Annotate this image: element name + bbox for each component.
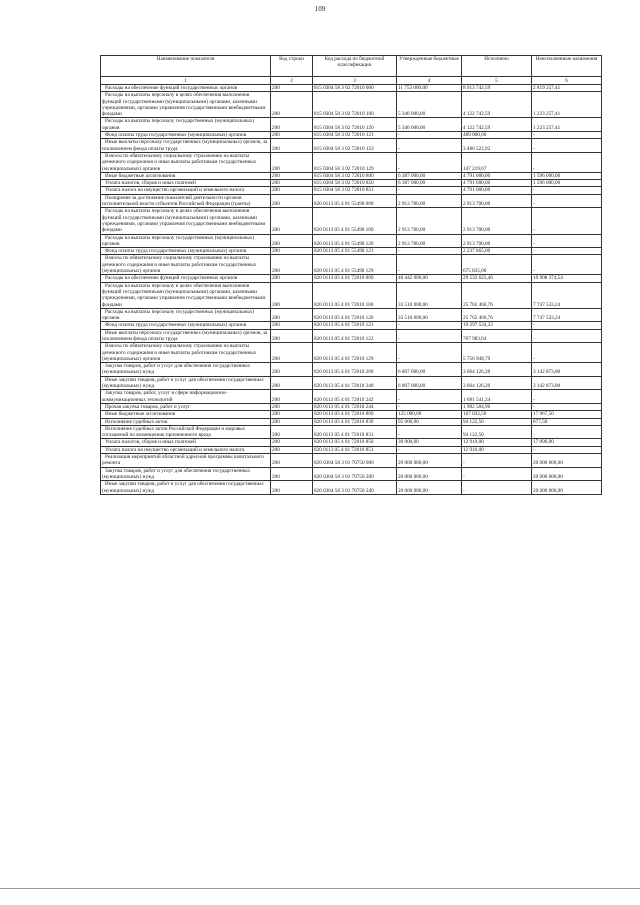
row-unexecuted-amount: - [532, 329, 602, 343]
row-indicator-name: Уплата налога на имущество организаций и земельного налога [101, 446, 271, 453]
row-executed-amount: - [462, 467, 532, 481]
row-indicator-name: Иные выплаты персоналу государственных (муниципальных) органов, за исключением фонда оплаты труда [101, 139, 271, 153]
table-row [101, 329, 602, 343]
row-approved-amount: - [397, 139, 462, 153]
table-row [101, 322, 602, 329]
row-unexecuted-amount: 1 223 257,41 [532, 92, 602, 118]
row-approved-amount: - [397, 248, 462, 255]
row-unexecuted-amount: 3 142 873,80 [532, 363, 602, 377]
row-line-code: 200 [271, 329, 313, 343]
row-indicator-name: Иные бюджетные ассигнования [101, 411, 271, 418]
row-approved-amount: 5 346 000,00 [397, 118, 462, 132]
table-row [101, 425, 602, 439]
table-header-row [101, 56, 602, 77]
row-line-code: 200 [271, 481, 313, 495]
row-line-code: 200 [271, 403, 313, 410]
table-row [101, 343, 602, 363]
row-approved-amount: - [397, 343, 462, 363]
row-expense-code: 820 0113 05 4 01 72010 120 [313, 308, 397, 322]
row-approved-amount: 6 807 000,00 [397, 363, 462, 377]
row-expense-code: 820 0113 05 4 01 55490 129 [313, 255, 397, 275]
table-row [101, 208, 602, 234]
row-expense-code: 820 0113 05 4 01 72010 800 [313, 411, 397, 418]
row-expense-code: 820 0113 05 4 01 72010 242 [313, 390, 397, 404]
table-row [101, 481, 602, 495]
row-unexecuted-amount: - [532, 139, 602, 153]
row-line-code: 200 [271, 376, 313, 390]
row-approved-amount: - [397, 187, 462, 194]
row-approved-amount: - [397, 329, 462, 343]
row-approved-amount: - [397, 152, 462, 172]
row-expense-code: 820 0113 05 4 01 72010 240 [313, 376, 397, 390]
row-approved-amount: 20 000 000,00 [397, 481, 462, 495]
row-approved-amount: 6 807 000,00 [397, 376, 462, 390]
row-indicator-name: Иные закупки товаров, работ и услуг для обеспечения государственных (муниципальных) нужд [101, 376, 271, 390]
table-row [101, 282, 602, 308]
row-line-code: 200 [271, 194, 313, 208]
row-unexecuted-amount: - [532, 322, 602, 329]
row-approved-amount: 20 000 000,00 [397, 467, 462, 481]
row-approved-amount: - [397, 425, 462, 439]
row-executed-amount: 5 756 948,79 [462, 343, 532, 363]
row-approved-amount: - [397, 132, 462, 139]
row-executed-amount: 107 032,50 [462, 411, 532, 418]
row-expense-code: 815 0304 58 3 02 72010 851 [313, 187, 397, 194]
row-approved-amount: 5 346 000,00 [397, 92, 462, 118]
row-expense-code: 820 0113 05 4 01 72010 830 [313, 418, 397, 425]
table-row [101, 172, 602, 179]
row-approved-amount: 125 000,00 [397, 411, 462, 418]
row-line-code: 200 [271, 343, 313, 363]
row-indicator-name: Исполнение судебных актов [101, 418, 271, 425]
row-approved-amount: - [397, 403, 462, 410]
row-executed-amount: 25 762 466,76 [462, 282, 532, 308]
column-number: 6 [532, 77, 602, 85]
row-approved-amount: 30 000,00 [397, 439, 462, 446]
row-unexecuted-amount: - [532, 152, 602, 172]
row-executed-amount: 29 533 625,46 [462, 275, 532, 282]
row-approved-amount: 2 913 700,00 [397, 208, 462, 234]
row-line-code: 200 [271, 118, 313, 132]
table-row [101, 187, 602, 194]
row-expense-code: 820 0113 05 4 01 72010 100 [313, 282, 397, 308]
row-expense-code: 820 0113 05 4 01 72010 244 [313, 403, 397, 410]
row-executed-amount: 2 913 700,00 [462, 234, 532, 248]
table-row [101, 132, 602, 139]
row-indicator-name: Расходы на выплаты персоналу государственных (муниципальных) органов [101, 118, 271, 132]
row-expense-code: 820 0113 05 4 01 72010 000 [313, 275, 397, 282]
column-number: 3 [313, 77, 397, 85]
row-line-code: 200 [271, 187, 313, 194]
row-executed-amount: 2 237 865,00 [462, 248, 532, 255]
row-indicator-name: Расходы на выплаты персоналу в целях обеспечения выполнения функций государственными (муниципальными) органами, казенными учреждениями, органами управления государственными внебюджетными фондами [101, 282, 271, 308]
row-unexecuted-amount: 1 223 257,41 [532, 118, 602, 132]
row-indicator-name: Поощрение за достижение показателей деятельности органов исполнительной власти субъектов Российской Федерации (гранты) [101, 194, 271, 208]
row-approved-amount: 2 913 700,00 [397, 234, 462, 248]
table-row [101, 255, 602, 275]
row-indicator-name: Иные закупки товаров, работ и услуг для обеспечения государственных (муниципальных) нужд [101, 481, 271, 495]
row-expense-code: 820 0113 05 4 01 55490 121 [313, 248, 397, 255]
row-unexecuted-amount: 1 596 000,00 [532, 180, 602, 187]
row-unexecuted-amount: 20 000 000,00 [532, 481, 602, 495]
row-unexecuted-amount: - [532, 194, 602, 208]
row-executed-amount: 4 122 742,59 [462, 118, 532, 132]
row-executed-amount: 4 122 742,59 [462, 92, 532, 118]
row-unexecuted-amount: 2 819 257,41 [532, 85, 602, 92]
column-number: 5 [462, 77, 532, 85]
row-indicator-name: Расходы на выплаты персоналу в целях обеспечения выполнения функций государственными (муниципальными) органами, казенными учреждениями, органами управления государственными внебюджетными фондами [101, 208, 271, 234]
row-line-code: 200 [271, 411, 313, 418]
row-unexecuted-amount: - [532, 425, 602, 439]
row-expense-code: 815 0304 58 3 02 72010 122 [313, 139, 397, 153]
row-expense-code: 820 0113 05 4 01 72010 200 [313, 363, 397, 377]
row-line-code: 200 [271, 439, 313, 446]
page-number: 109 [314, 5, 326, 13]
row-indicator-name: Закупка товаров, работ, услуг в сфере информационно-коммуникационных технологий [101, 390, 271, 404]
row-line-code: 200 [271, 172, 313, 179]
row-line-code: 200 [271, 418, 313, 425]
row-line-code: 200 [271, 282, 313, 308]
row-unexecuted-amount: 7 747 533,24 [532, 308, 602, 322]
row-unexecuted-amount: 20 000 000,00 [532, 467, 602, 481]
row-expense-code: 815 0304 58 3 02 72010 800 [313, 172, 397, 179]
row-expense-code: 820 0113 05 4 01 72010 129 [313, 343, 397, 363]
row-expense-code: 820 0113 05 4 01 72010 122 [313, 329, 397, 343]
row-approved-amount: 6 387 000,00 [397, 180, 462, 187]
column-number: 2 [271, 77, 313, 85]
page-bottom-rule [0, 888, 640, 889]
row-line-code: 200 [271, 322, 313, 329]
row-indicator-name: Расходы на обеспечение функций государственных органов [101, 85, 271, 92]
row-executed-amount: 3 664 126,20 [462, 376, 532, 390]
row-unexecuted-amount: 3 142 873,80 [532, 376, 602, 390]
row-unexecuted-amount: - [532, 403, 602, 410]
row-indicator-name: Расходы на выплаты персоналу государственных (муниципальных) органов [101, 234, 271, 248]
header-indicator-name: Наименование показателя [101, 56, 271, 77]
row-line-code: 200 [271, 390, 313, 404]
row-executed-amount: 94 122,50 [462, 418, 532, 425]
row-executed-amount: 1 982 584,96 [462, 403, 532, 410]
row-executed-amount: 2 913 700,00 [462, 194, 532, 208]
row-executed-amount: 12 910,00 [462, 439, 532, 446]
table-row [101, 439, 602, 446]
table-row [101, 363, 602, 377]
row-line-code: 200 [271, 425, 313, 439]
table-row [101, 248, 602, 255]
row-executed-amount: 4 791 000,00 [462, 180, 532, 187]
row-line-code: 200 [271, 152, 313, 172]
row-expense-code: 815 0304 58 3 02 72010 121 [313, 132, 397, 139]
column-number: 4 [397, 77, 462, 85]
row-unexecuted-amount: - [532, 248, 602, 255]
header-executed: Исполнено [462, 56, 532, 77]
row-approved-amount: 95 000,00 [397, 418, 462, 425]
row-unexecuted-amount: 20 000 000,00 [532, 454, 602, 468]
row-unexecuted-amount: - [532, 390, 602, 404]
row-executed-amount: 25 762 466,76 [462, 308, 532, 322]
row-approved-amount: - [397, 255, 462, 275]
row-approved-amount: - [397, 322, 462, 329]
row-approved-amount: 2 913 700,00 [397, 194, 462, 208]
table-row [101, 85, 602, 92]
table-row [101, 467, 602, 481]
row-expense-code: 820 0113 05 4 01 55490 120 [313, 234, 397, 248]
row-executed-amount: 12 910,00 [462, 446, 532, 453]
row-line-code: 200 [271, 234, 313, 248]
table-row [101, 180, 602, 187]
row-indicator-name: Закупка товаров, работ и услуг для обеспечения государственных (муниципальных) нужд [101, 467, 271, 481]
table-row [101, 390, 602, 404]
row-line-code: 200 [271, 180, 313, 187]
row-executed-amount: - [462, 481, 532, 495]
row-expense-code: 820 0113 05 4 01 55490 100 [313, 208, 397, 234]
row-unexecuted-amount: - [532, 446, 602, 453]
row-unexecuted-amount: - [532, 132, 602, 139]
row-expense-code: 820 0304 58 3 01 70750 200 [313, 467, 397, 481]
budget-execution-table [100, 55, 602, 495]
column-number: 1 [101, 77, 271, 85]
table-row [101, 152, 602, 172]
row-line-code: 200 [271, 139, 313, 153]
column-number-row [101, 77, 602, 85]
row-indicator-name: Уплата налогов, сборов и иных платежей [101, 180, 271, 187]
row-expense-code: 820 0304 58 3 01 70750 000 [313, 454, 397, 468]
row-approved-amount: - [397, 390, 462, 404]
row-indicator-name: Уплата налога на имущество организаций и земельного налога [101, 187, 271, 194]
row-indicator-name: Исполнение судебных актов Российской Федерации и мировых соглашений по возмещению причиненного вреда [101, 425, 271, 439]
row-expense-code: 820 0113 05 4 01 72010 121 [313, 322, 397, 329]
header-expense-code: Код расхода по бюджетной классификации [313, 56, 397, 77]
row-indicator-name: Прочая закупка товаров, работ и услуг [101, 403, 271, 410]
row-unexecuted-amount: 7 747 533,24 [532, 282, 602, 308]
row-indicator-name: Взносы по обязательному социальному страхованию на выплаты денежного содержания и иные выплаты работникам государственных (муниципальных) органов [101, 343, 271, 363]
row-expense-code: 820 0304 58 3 01 70750 240 [313, 481, 397, 495]
row-unexecuted-amount: - [532, 343, 602, 363]
row-executed-amount: 1 681 541,24 [462, 390, 532, 404]
row-executed-amount: 147 219,67 [462, 152, 532, 172]
row-executed-amount: 707 983,64 [462, 329, 532, 343]
row-indicator-name: Взносы по обязательному социальному страхованию на выплаты денежного содержания и иные выплаты работникам государственных (муниципальных) органов [101, 152, 271, 172]
row-expense-code: 820 0113 05 4 01 72010 851 [313, 446, 397, 453]
row-line-code: 200 [271, 208, 313, 234]
row-indicator-name: Иные выплаты персоналу государственных (муниципальных) органов, за исключением фонда оплаты труда [101, 329, 271, 343]
row-executed-amount: 4 791 000,00 [462, 187, 532, 194]
header-approved: Утвержденные бюджетные [397, 56, 462, 77]
table-row [101, 139, 602, 153]
row-unexecuted-amount: 17 090,00 [532, 439, 602, 446]
table-row [101, 234, 602, 248]
table-row [101, 411, 602, 418]
row-approved-amount: 6 387 000,00 [397, 172, 462, 179]
table-row [101, 403, 602, 410]
row-approved-amount: 33 510 000,00 [397, 308, 462, 322]
table-row [101, 92, 602, 118]
row-line-code: 200 [271, 248, 313, 255]
row-approved-amount: 11 753 000,00 [397, 85, 462, 92]
row-expense-code: 820 0113 05 4 01 72010 831 [313, 425, 397, 439]
row-line-code: 200 [271, 92, 313, 118]
row-indicator-name: Взносы по обязательному социальному страхованию на выплаты денежного содержания и иные выплаты работникам государственных (муниципальных) органов [101, 255, 271, 275]
row-indicator-name: Уплата налогов, сборов и иных платежей [101, 439, 271, 446]
row-line-code: 200 [271, 363, 313, 377]
row-line-code: 200 [271, 85, 313, 92]
row-indicator-name: Фонд оплаты труда государственных (муниципальных) органов [101, 248, 271, 255]
row-unexecuted-amount: - [532, 255, 602, 275]
row-line-code: 200 [271, 275, 313, 282]
row-approved-amount: 40 442 000,00 [397, 275, 462, 282]
row-unexecuted-amount: - [532, 208, 602, 234]
table-body [101, 85, 602, 495]
row-approved-amount: - [397, 446, 462, 453]
row-unexecuted-amount: 17 967,50 [532, 411, 602, 418]
row-indicator-name: Расходы на обеспечение функций государственных органов [101, 275, 271, 282]
row-unexecuted-amount: - [532, 187, 602, 194]
row-line-code: 200 [271, 454, 313, 468]
table-row [101, 418, 602, 425]
row-line-code: 200 [271, 446, 313, 453]
row-indicator-name: Реализация мероприятий областной адресной программы капитального ремонта [101, 454, 271, 468]
row-line-code: 200 [271, 467, 313, 481]
row-indicator-name: Расходы на выплаты персоналу государственных (муниципальных) органов [101, 308, 271, 322]
header-unexecuted: Неисполненные назначения [532, 56, 602, 77]
row-indicator-name: Расходы на выплаты персоналу в целях обеспечения выполнения функций государственными (муниципальными) органами, казенными учреждениями, органами управления государственными внебюджетными фондами [101, 92, 271, 118]
row-executed-amount: 4 791 000,00 [462, 172, 532, 179]
row-executed-amount: 94 122,50 [462, 425, 532, 439]
table-row [101, 454, 602, 468]
row-unexecuted-amount: 10 908 374,54 [532, 275, 602, 282]
row-expense-code: 815 0304 58 3 02 72010 000 [313, 85, 397, 92]
header-line-code: Код строки [271, 56, 313, 77]
table-row [101, 308, 602, 322]
table-row [101, 446, 602, 453]
row-unexecuted-amount: 877,50 [532, 418, 602, 425]
table-row [101, 376, 602, 390]
row-line-code: 200 [271, 255, 313, 275]
row-executed-amount: 675 835,00 [462, 255, 532, 275]
row-indicator-name: Фонд оплаты труда государственных (муниципальных) органов [101, 322, 271, 329]
row-expense-code: 820 0113 05 4 01 72010 850 [313, 439, 397, 446]
row-expense-code: 815 0304 58 3 02 72010 100 [313, 92, 397, 118]
row-executed-amount: - [462, 454, 532, 468]
row-unexecuted-amount: - [532, 234, 602, 248]
row-executed-amount: 3 486 522,92 [462, 139, 532, 153]
table-row [101, 194, 602, 208]
table-row [101, 275, 602, 282]
row-indicator-name: Закупка товаров, работ и услуг для обеспечения государственных (муниципальных) нужд [101, 363, 271, 377]
row-expense-code: 815 0304 58 3 02 72010 850 [313, 180, 397, 187]
row-indicator-name: Фонд оплаты труда государственных (муниципальных) органов [101, 132, 271, 139]
row-expense-code: 815 0304 58 3 02 72010 129 [313, 152, 397, 172]
row-approved-amount: 20 000 000,00 [397, 454, 462, 468]
table-row [101, 118, 602, 132]
row-executed-amount: 489 000,00 [462, 132, 532, 139]
row-approved-amount: 33 510 000,00 [397, 282, 462, 308]
row-expense-code: 820 0113 05 4 01 55490 000 [313, 194, 397, 208]
row-executed-amount: 2 913 700,00 [462, 208, 532, 234]
row-unexecuted-amount: 1 596 000,00 [532, 172, 602, 179]
row-indicator-name: Иные бюджетные ассигнования [101, 172, 271, 179]
row-executed-amount: 3 664 126,20 [462, 363, 532, 377]
row-line-code: 200 [271, 132, 313, 139]
row-executed-amount: 8 913 742,59 [462, 85, 532, 92]
row-expense-code: 815 0304 58 3 02 72010 120 [313, 118, 397, 132]
row-line-code: 200 [271, 308, 313, 322]
row-executed-amount: 19 297 534,33 [462, 322, 532, 329]
